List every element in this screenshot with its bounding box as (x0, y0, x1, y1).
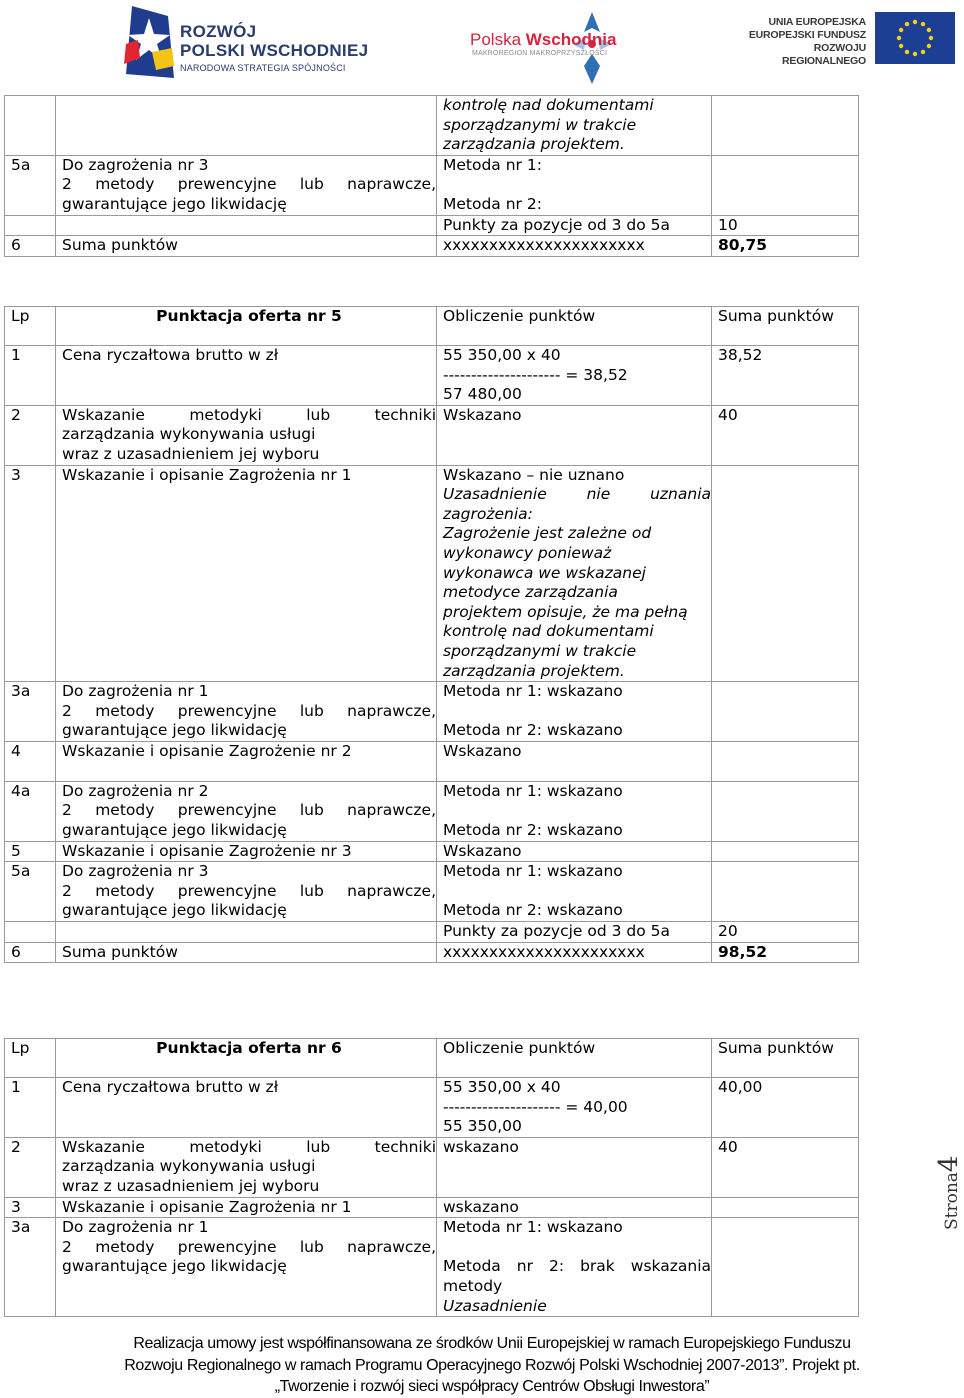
eu-star-icon (913, 52, 917, 56)
table-row: 4a Do zagrożenia nr 2 2 metody prewencyjne lub naprawcze, gwarantujące jego likwidację Metoda nr 1: wskazano Metoda nr 2: wskazano (5, 781, 859, 841)
eu-star-icon (927, 44, 931, 48)
logo-pw-part1: Polska (470, 30, 526, 49)
star-emblem-icon (122, 4, 176, 82)
desc-cell: Suma punktów (56, 236, 437, 257)
table-row (5, 155, 859, 215)
eu-star-icon (913, 20, 917, 24)
eu-star-icon (899, 44, 903, 48)
footer-line2: Rozwoju Regionalnego w ramach Programu Operacyjnego Rozwój Polski Wschodniej 2007-2013”. Projekt pt. (124, 1356, 860, 1374)
eu-star-icon (927, 28, 931, 32)
calc-cell: Punkty za pozycje od 3 do 5a (437, 215, 712, 236)
sum-cell: 10 (712, 215, 859, 236)
lp-cell: 6 (5, 236, 56, 257)
calc-cell: xxxxxxxxxxxxxxxxxxxxxx (437, 236, 712, 257)
logo-ue-text (734, 16, 866, 68)
logo-ue-line1: UNIA EUROPEJSKA (768, 16, 866, 28)
eu-star-icon (905, 22, 909, 26)
eu-star-icon (921, 22, 925, 26)
logo-ue-line3: ROZWOJU REGIONALNEGO (782, 42, 866, 67)
table-row: 5 Wskazanie i opisanie Zagrożenie nr 3 Wskazano (5, 841, 859, 862)
table-row: 3 Wskazanie i opisanie Zagrożenia nr 1 Wskazano – nie uznano Uzasadnienie nie uznania zagrożenia: Zagrożenie jest zależne od wykonawcy ponieważ wykonawca we wskazanej metodyce zarządzania projektem opisuje, że ma pełną kontrolę nad dokumentami sporządzanymi w trakcie zarządzania projektem. (5, 465, 859, 682)
header-sum: Suma punktów (712, 307, 859, 346)
header-lp: Lp (5, 1039, 56, 1078)
logo-rpw-line2: POLSKI WSCHODNIEJ (180, 41, 369, 60)
table-row: 2 Wskazanie metodyki lub techniki zarządzania wykonywania usługi wraz z uzasadnieniem jej wyboru wskazano 40 (5, 1137, 859, 1197)
table-row (5, 215, 859, 236)
header-title: Punktacja oferta nr 5 (56, 307, 437, 346)
logo-rpw-line1: ROZWÓJ (180, 22, 257, 41)
table-row: 4 Wskazanie i opisanie Zagrożenie nr 2 Wskazano (5, 741, 859, 781)
table-row: 3a Do zagrożenia nr 1 2 metody prewencyjne lub naprawcze, gwarantujące jego likwidację Metoda nr 1: wskazano Metoda nr 2: brak wskazania metody Uzasadnienie (5, 1218, 859, 1317)
page-header (0, 0, 960, 90)
lp-cell: 5a (5, 155, 56, 215)
header-sum: Suma punktów (712, 1039, 859, 1078)
calc-cell: Metoda nr 1: Metoda nr 2: (437, 155, 712, 215)
table-row (5, 236, 859, 257)
desc-cell: Do zagrożenia nr 3 2 metody prewencyjne lub naprawcze, gwarantujące jego likwidację (56, 155, 437, 215)
eu-star-icon (921, 50, 925, 54)
logo-unia-europejska (728, 12, 958, 72)
eu-flag-icon (875, 12, 955, 64)
table-row: 3a Do zagrożenia nr 1 2 metody prewencyjne lub naprawcze, gwarantujące jego likwidację Metoda nr 1: wskazano Metoda nr 2: wskazano (5, 682, 859, 742)
table-row: 1 Cena ryczałtowa brutto w zł 55 350,00 x 40 --------------------- = 38,52 57 480,00 38,52 (5, 346, 859, 406)
logo-ue-line2: EUROPEJSKI FUNDUSZ (748, 29, 866, 41)
eu-star-icon (899, 28, 903, 32)
table-row: 2 Wskazanie metodyki lub techniki zarządzania wykonywania usługi wraz z uzasadnieniem jej wyboru Wskazano 40 (5, 405, 859, 465)
footer-line1: Realizacja umowy jest współfinansowana ze środków Unii Europejskiej w ramach Europejskiego Funduszu (133, 1335, 851, 1352)
page-footer (96, 1333, 888, 1398)
logo-rpw-line3: NARODOWA STRATEGIA SPÓJNOŚCI (180, 63, 346, 73)
table-row: 6 Suma punktów xxxxxxxxxxxxxxxxxxxxxx 98,52 (5, 942, 859, 963)
logo-rozwoj-polski-wschodniej (122, 4, 382, 82)
page-number: 4 (934, 1155, 964, 1173)
table-header-row (5, 307, 859, 346)
logo-rpw-text (180, 22, 368, 60)
header-calc: Obliczenie punktów (437, 1039, 712, 1078)
header-title: Punktacja oferta nr 6 (56, 1039, 437, 1078)
eu-star-icon (897, 36, 901, 40)
eu-star-icon (905, 50, 909, 54)
table-offer-6 (4, 1038, 859, 1317)
table-header-row (5, 1039, 859, 1078)
table-offer-5 (4, 306, 859, 963)
header-lp: Lp (5, 307, 56, 346)
header-calc: Obliczenie punktów (437, 307, 712, 346)
logo-polska-wschodnia (470, 6, 640, 86)
eu-star-icon (929, 36, 933, 40)
logo-pw-name (470, 30, 616, 50)
table-row: 3 Wskazanie i opisanie Zagrożenia nr 1 wskazano (5, 1197, 859, 1218)
table-row (5, 96, 859, 156)
page-word: Strona (942, 1172, 962, 1230)
table-row: 1 Cena ryczałtowa brutto w zł 55 350,00 x 40 --------------------- = 40,00 55 350,00 40,00 (5, 1078, 859, 1138)
sum-cell: 80,75 (712, 236, 859, 257)
table-row: Punkty za pozycje od 3 do 5a 20 (5, 922, 859, 943)
footer-line3: „Tworzenie i rozwój sieci współpracy Centrów Obsługi Inwestora” (274, 1378, 710, 1395)
table-row: 5a Do zagrożenia nr 3 2 metody prewencyjne lub naprawcze, gwarantujące jego likwidację Metoda nr 1: wskazano Metoda nr 2: wskazano (5, 862, 859, 922)
calc-cell: kontrolę nad dokumentami sporządzanymi w trakcie zarządzania projektem. (437, 96, 712, 156)
table-continuation (4, 95, 859, 257)
logo-pw-part2: Wschodnia (525, 30, 617, 49)
logo-pw-sub: MAKROREGION MAKROPRZYSZŁOŚCI (472, 50, 608, 57)
page-number-label (934, 1140, 964, 1230)
